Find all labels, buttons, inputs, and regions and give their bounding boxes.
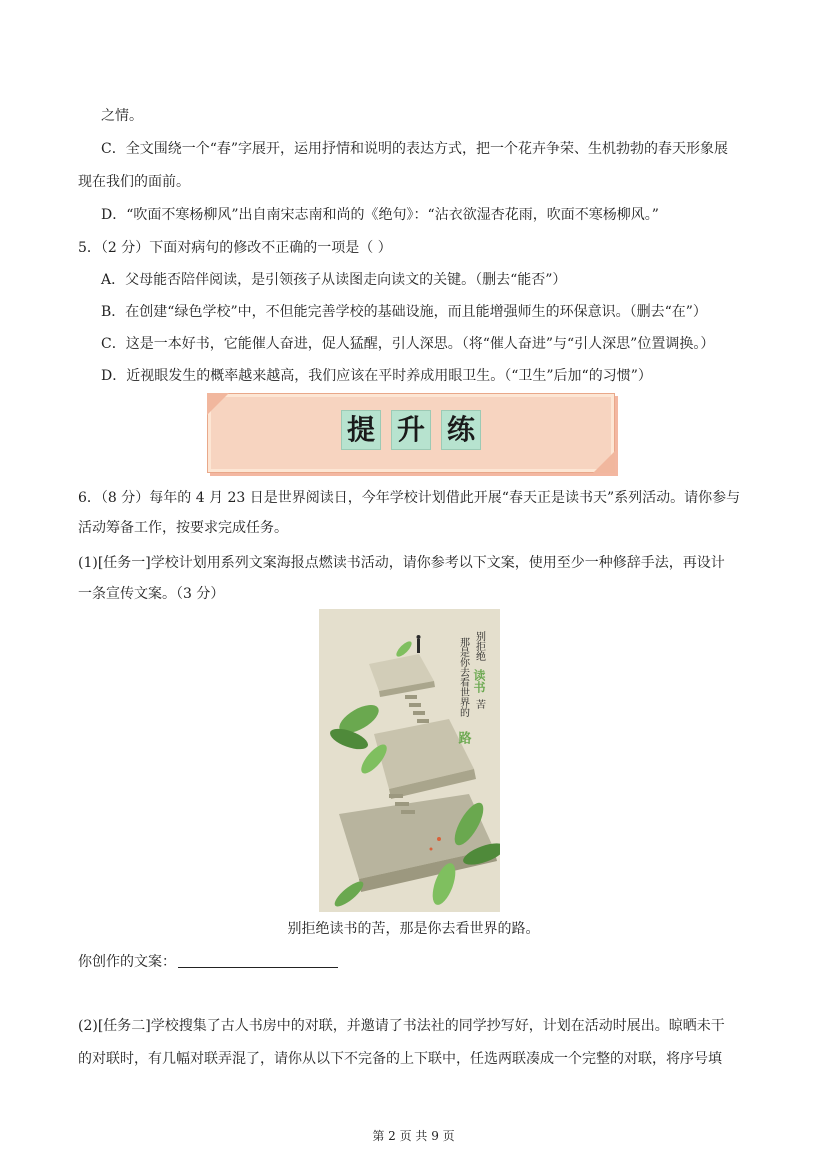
poster-text-column-1: 别拒绝 xyxy=(473,631,485,661)
poster-caption: 别拒绝读书的苦，那是你去看世界的路。 xyxy=(287,921,540,937)
banner-title xyxy=(208,410,614,450)
text-line: 之情。 xyxy=(101,108,143,124)
banner-char: 提 xyxy=(341,410,381,450)
q5-option-c: C．这是一本好书，它能催人奋进，促人猛醒，引人深思。（将“催人奋进”与“引人深思”位置调换。） xyxy=(101,336,715,352)
answer-prompt xyxy=(78,952,338,972)
poster-text-highlight-2: 路 xyxy=(455,731,471,744)
poster-text-column-1-end: 苦 xyxy=(473,699,485,709)
task-2-line2: 的对联时，有几幅对联弄混了，请你从以下不完备的上下联中，任选两联凑成一个完整的对联，将序号填 xyxy=(78,1051,722,1067)
page-footer: 第 2 页 共 9 页 xyxy=(372,1129,455,1143)
task-1-line1: (1)[任务一]学校计划用系列文案海报点燃读书活动，请你参考以下文案，使用至少一种修辞手法，再设计 xyxy=(78,555,725,571)
poster-text-column-2: 那是你去看世界的 xyxy=(457,637,469,717)
answer-label: 你创作的文案： xyxy=(78,954,176,970)
banner-char: 练 xyxy=(441,410,481,450)
task-2-line1: (2)[任务二]学校搜集了古人书房中的对联，并邀请了书法社的同学抄写好，计划在活动时展出。晾晒未干 xyxy=(78,1018,725,1034)
q5-option-d: D．近视眼发生的概率越来越高，我们应该在平时养成用眼卫生。（“卫生”后加“的习惯”） xyxy=(101,368,652,384)
question-6-line2: 活动筹备工作，按要求完成任务。 xyxy=(78,520,288,536)
q5-option-a: A．父母能否陪伴阅读，是引领孩子从读图走向读文的关键。（删去“能否”） xyxy=(101,272,567,288)
option-d: D．“吹面不寒杨柳风”出自南宋志南和尚的《绝句》：“沾衣欲湿杏花雨，吹面不寒杨柳风。” xyxy=(101,207,659,223)
reading-poster-image xyxy=(319,609,500,912)
question-6-line1: 6．（8 分）每年的 4 月 23 日是世界阅读日，今年学校计划借此开展“春天正是读书天”系列活动。请你参与 xyxy=(78,490,741,506)
question-5: 5．（2 分）下面对病句的修改不正确的一项是（ ） xyxy=(78,240,392,256)
task-1-line2: 一条宣传文案。（3 分） xyxy=(78,586,225,602)
banner-char: 升 xyxy=(391,410,431,450)
answer-blank[interactable] xyxy=(178,953,338,968)
q5-option-b: B．在创建“绿色学校”中，不但能完善学校的基础设施，而且能增强师生的环保意识。（删去“在”） xyxy=(101,304,707,320)
section-banner xyxy=(207,393,615,473)
option-c-line1: C．全文围绕一个“春”字展开，运用抒情和说明的表达方式，把一个花卉争荣、生机勃勃的春天形象展 xyxy=(101,141,729,157)
option-c-line2: 现在我们的面前。 xyxy=(78,174,190,190)
poster-text-highlight-1: 读书 xyxy=(472,669,486,693)
